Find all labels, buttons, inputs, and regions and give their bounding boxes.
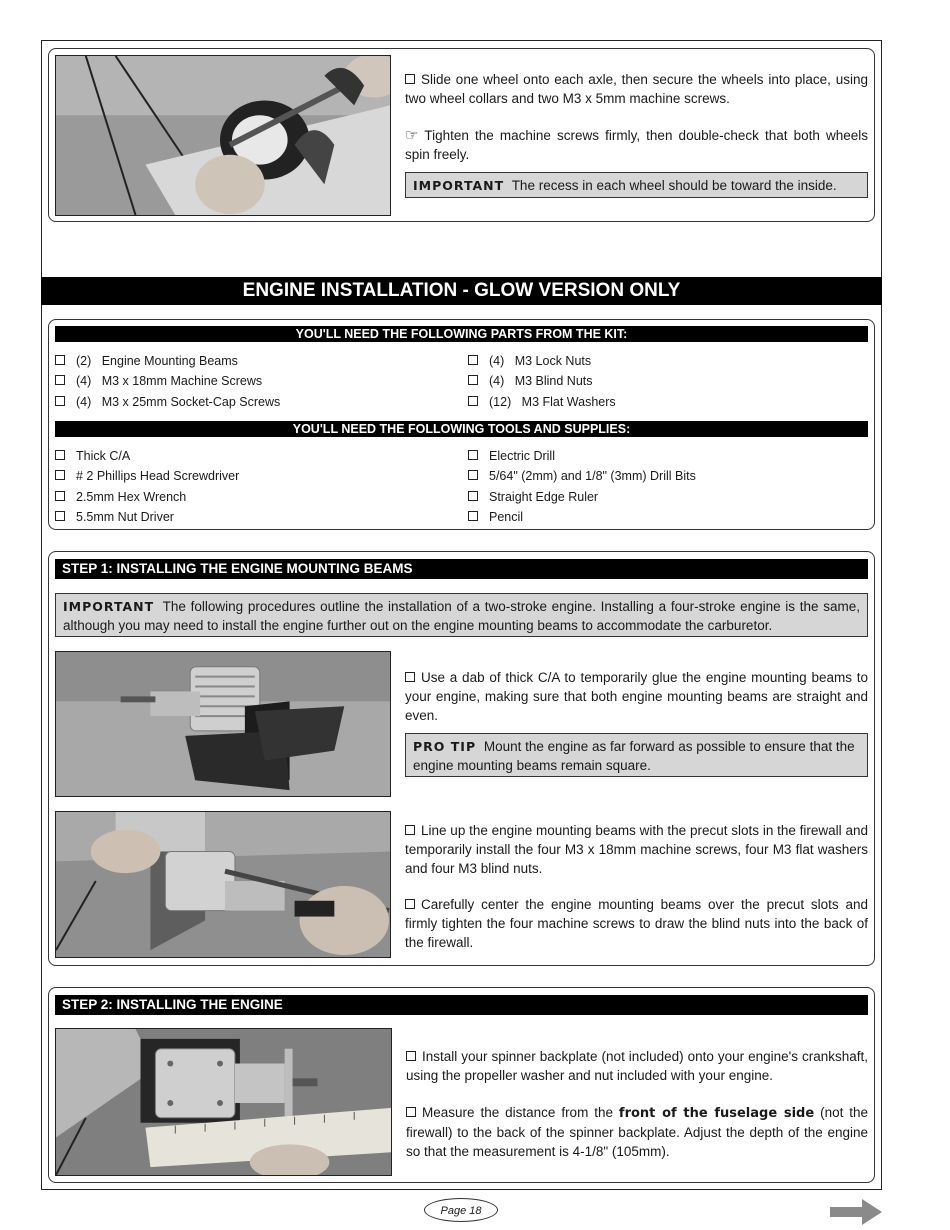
important-label: IMPORTANT (63, 599, 155, 614)
tools-left-4: 5.5mm Nut Driver (55, 509, 174, 525)
step2-title: STEP 2: INSTALLING THE ENGINE (55, 995, 868, 1015)
checkbox-icon[interactable] (468, 396, 478, 406)
emphasis-text: front of the fuselage side (618, 1106, 815, 1121)
checkbox-icon[interactable] (468, 450, 478, 460)
step2-instruction-a: Install your spinner backplate (not included) onto your engine's crankshaft, using the propeller washer and nut included with your engine. (406, 1049, 868, 1083)
checkbox-icon[interactable] (406, 1107, 416, 1117)
pointing-hand-icon: ☞ (405, 127, 419, 144)
section-title: ENGINE INSTALLATION - GLOW VERSION ONLY (41, 277, 882, 305)
tools-left-1: Thick C/A (55, 448, 130, 464)
parts-left-1: (2) Engine Mounting Beams (55, 353, 238, 369)
parts-right-2: (4) M3 Blind Nuts (468, 373, 593, 389)
checkbox-icon[interactable] (55, 491, 65, 501)
step2-instruction-b: Measure the distance from the front of the fuselage side (not the firewall) to the back of the spinner backplate. Adjust the depth of the engine so that the measurement is 4-1/8" (105mm). (406, 1105, 869, 1159)
engine-beams-photo (55, 651, 391, 797)
parts-left-2: (4) M3 x 18mm Machine Screws (55, 373, 262, 389)
step1-instruction-a: Use a dab of thick C/A to temporarily glue the engine mounting beams to your engine, making sure that both engine mounting beams are straight and even. (405, 670, 868, 723)
next-page-arrow-icon[interactable] (830, 1199, 882, 1225)
tools-left-2: # 2 Phillips Head Screwdriver (55, 468, 239, 484)
checkbox-icon[interactable] (55, 470, 65, 480)
wheels-important-box: IMPORTANT The recess in each wheel should be toward the inside. (405, 172, 868, 198)
checkbox-icon[interactable] (468, 470, 478, 480)
wheel-installation-photo (55, 55, 391, 216)
checkbox-icon[interactable] (55, 396, 65, 406)
checkbox-icon[interactable] (406, 1051, 416, 1061)
step1-instruction-b: Line up the engine mounting beams with the precut slots in the firewall and temporarily install the four M3 x 18mm machine screws, four M3 flat washers and four M3 blind nuts. (405, 823, 868, 876)
page-number: Page 18 (424, 1198, 498, 1222)
parts-right-1: (4) M3 Lock Nuts (468, 353, 591, 369)
step1-instruction-c: Carefully center the engine mounting beams over the precut slots and firmly tighten the four machine screws to draw the blind nuts into the back of the firewall. (405, 897, 868, 950)
checkbox-icon[interactable] (55, 450, 65, 460)
wheels-step-2: ☞ Tighten the machine screws firmly, then double-check that both wheels spin freely. (405, 127, 868, 162)
checkbox-icon[interactable] (55, 511, 65, 521)
parts-left-3: (4) M3 x 25mm Socket-Cap Screws (55, 394, 280, 410)
checkbox-icon[interactable] (405, 825, 415, 835)
tools-right-3: Straight Edge Ruler (468, 489, 598, 505)
checkbox-icon[interactable] (405, 899, 415, 909)
wheels-step-1: Slide one wheel onto each axle, then secure the wheels into place, using two wheel collars and two M3 x 5mm machine screws. (405, 72, 868, 106)
checkbox-icon[interactable] (405, 672, 415, 682)
checkbox-icon[interactable] (468, 491, 478, 501)
parts-header: YOU'LL NEED THE FOLLOWING PARTS FROM THE KIT: (55, 326, 868, 342)
parts-right-3: (12) M3 Flat Washers (468, 394, 616, 410)
checkbox-icon[interactable] (468, 511, 478, 521)
tools-right-4: Pencil (468, 509, 523, 525)
checkbox-icon[interactable] (55, 375, 65, 385)
protip-label: PRO TIP (413, 739, 477, 754)
checkbox-icon[interactable] (468, 355, 478, 365)
step1-title: STEP 1: INSTALLING THE ENGINE MOUNTING BEAMS (55, 559, 868, 579)
tools-left-3: 2.5mm Hex Wrench (55, 489, 186, 505)
important-label: IMPORTANT (413, 178, 505, 193)
checkbox-icon[interactable] (468, 375, 478, 385)
checkbox-icon[interactable] (55, 355, 65, 365)
checkbox-icon[interactable] (405, 74, 415, 84)
firewall-mounting-photo (55, 811, 391, 958)
tools-header: YOU'LL NEED THE FOLLOWING TOOLS AND SUPPLIES: (55, 421, 868, 437)
tools-right-2: 5/64" (2mm) and 1/8" (3mm) Drill Bits (468, 468, 696, 484)
tools-right-1: Electric Drill (468, 448, 555, 464)
step1-important-box: IMPORTANT The following procedures outline the installation of a two-stroke engine. Installing a four-stroke engine is the same, although you may need to install the engine further out on the engine mounting beams to accommodate the carburetor. (55, 593, 868, 637)
engine-measurement-photo (55, 1028, 392, 1176)
step1-protip-box: PRO TIP Mount the engine as far forward as possible to ensure that the engine mounting beams remain square. (405, 733, 868, 777)
